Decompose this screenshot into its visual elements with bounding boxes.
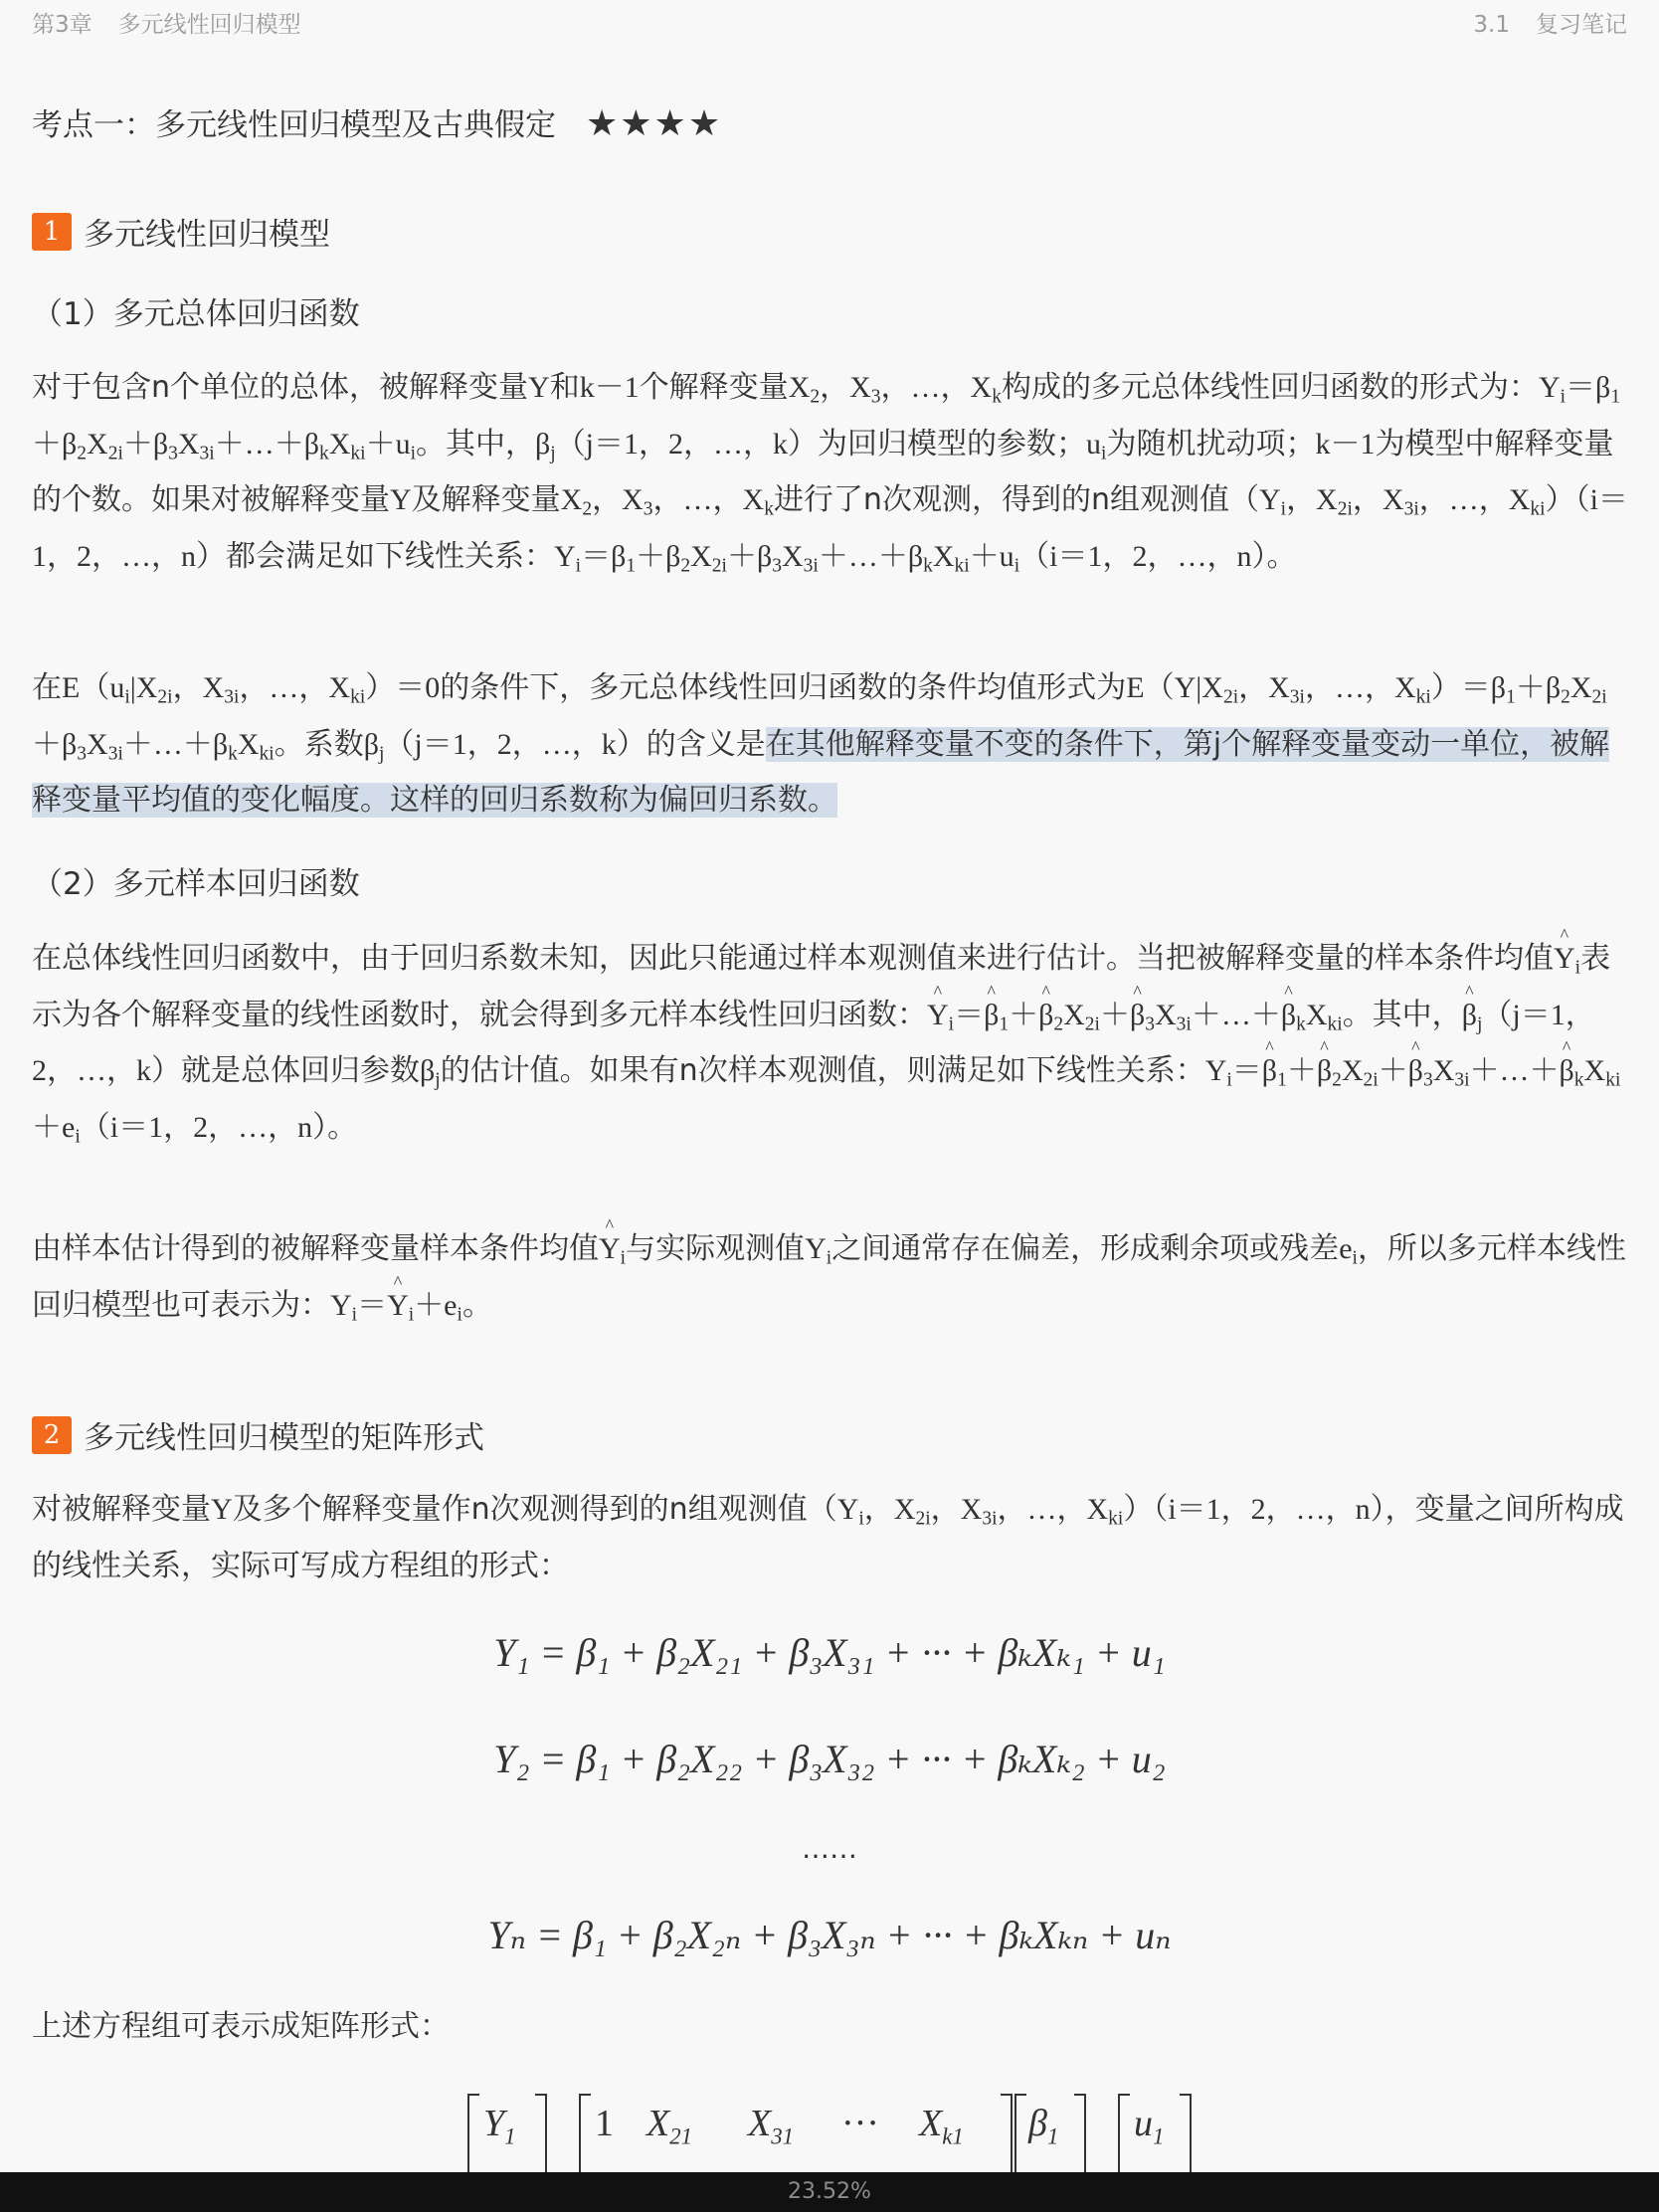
paragraph-sample-regression: 在总体线性回归函数中，由于回归系数未知，因此只能通过样本观测值来进行估计。当把被解释变量的样本条件均值^ $Y_i$表示为各个解释变量的线性函数时，就会得到多元样本线性回归函数：^ $Y_i=\^{}$ $\beta_1+\^{}$ $\beta_2X_{2i}+\^{}$ $\beta_3X_{3i}+\dots+\^{}$ $\beta_kX_{ki}$。其中，^ $\beta_j(j=1$，2，…，k）就是总体回归参数$\beta_j$的估计值。如果有n次样本观测值，则满足如下线性关系：$Y_i=\^{}$ $\beta_1+\^{}$ $\beta_2X_{2i}+\^{}$ $\beta_3X_{3i}+\dots+\^{}$ $\beta_kX_{ki}+e_i(i=1$，2，…，n）。 bbox=[32, 931, 1633, 1156]
section-heading-text: 多元线性回归模型的矩阵形式 bbox=[84, 1420, 484, 1456]
section-number-badge: 1 bbox=[32, 213, 72, 251]
reading-progress-bar bbox=[0, 2172, 1659, 2212]
equation-1: Y₁ = β₁ + β₂X₂₁ + β₃X₃₁ + ··· + βₖXₖ₁ + u₁ bbox=[493, 1630, 1166, 1675]
paragraph-matrix-form: 上述方程组可表示成矩阵形式： bbox=[32, 2009, 450, 2044]
section-number-badge: 2 bbox=[32, 1416, 72, 1454]
highlighted-text: 在其他解释变量不变的条件下，第j个解释变量变动一单位，被解释变量平均值的变化幅度。这样的回归系数称为偏回归系数。 bbox=[32, 726, 1610, 818]
paragraph-population-regression: 对于包含n个单位的总体，被解释变量Y和k－1个解释变量$X_2$，$X_3$，…，$X_k$构成的多元总体线性回归函数的形式为：$Y_i=\beta_1+\beta_2X_{2i}+\beta_3X_{3i}+\dots+\beta_kX_{ki}+u_i$。其中，$\beta_j(j=1$，2，…，k）为回归模型的参数；$u_i$为随机扰动项；k－1为模型中解释变量的个数。如果对被解释变量Y及解释变量$X_2$，$X_3$，…，$X_k$进行了n次观测，得到的n组观测值（$Y_i$，$X_{2i}$，$X_{3i}$，…，$X_{ki})(i=1$，2，…，n）都会满足如下线性关系：$Y_i=\beta_1+\beta_2X_{2i}+\beta_3X_{3i}+\dots+\beta_kX_{ki}+u_i(i=1$，2，…，n）。 bbox=[32, 370, 1628, 576]
section-number: 3.1 bbox=[1473, 12, 1510, 38]
document-page[interactable]: 第3章 多元线性回归模型 3.1 复习笔记 考点一：多元线性回归模型及古典假定 ★★★★ 1 多元线性回归模型 （1）多元总体回归函数 对于包含n个单位的总体，被解释变量Y和k－1个解释变量$X_2$，$X_3$，…，$X_k$构成的多元总体线性回归函数的形式为：$Y_i=\beta_1+\beta_2X_{2i}+\beta_3X_{3i}+\dots+\beta_kX_{ki}+u_i$。其中，$\beta_j(j=1$，2，…，k）为回归模型的参数；$u_i$为随机扰动项；k－1为模型中解释变量的个数。如果对被解释变量Y及解释变量$X_2$，$X_3$，…，$X_k$进行了n次观测，得到的n组观测值（$Y_i$，$X_{2i}$，$X_{3i}$，…，$X_{ki})(i=1$，2，…，n）都会满足如下线性关系：$Y_i=\beta_1+\beta_2X_{2i}+\beta_3X_{3i}+\dots+\beta_kX_{ki}+u_i(i=1$，2，…，n）。 在$E(u_i|X_{2i}$，$X_{3i}$，…，$X_{ki})=0$的条件下，多元总体线性回归函数的条件均值形式为$E(Y|X_{2i}$，$X_{3i}$，…，$X_{ki})=\beta_1+\beta_2X_{2i}+\beta_3X_{3i}+\dots+\beta_kX_{ki}$。系数$\beta_j(j=1$，2，…，k）的含义是在其他解释变量不变的条件下，第j个解释变量变动一单位，被解释变量平均值的变化幅度。这样的回归系数称为偏回归系数。 （2）多元样本回归函数 在总体线性回归函数中，由于回归系数未知，因此只能通过样本观测值来进行估计。当把被解释变量的样本条件均值^ $Y_i$表示为各个解释变量的线性函数时，就会得到多元样本线性回归函数：^ $Y_i=\^{}$ $\beta_1+\^{}$ $\beta_2X_{2i}+\^{}$ $\beta_3X_{3i}+\dots+\^{}$ $\beta_kX_{ki}$。其中，^ $\beta_j(j=1$，2，…，k）就是总体回归参数$\beta_j$的估计值。如果有n次样本观测值，则满足如下线性关系：$Y_i=\^{}$ $\beta_1+\^{}$ $\beta_2X_{2i}+\^{}$ $\beta_3X_{3i}+\dots+\^{}$ $\beta_kX_{ki}+e_i(i=1$，2，…，n）。 由样本估计得到的被解释变量样本条件均值^ $Y_i$与实际观测值$Y_i$之间通常存在偏差，形成剩余项或残差$e_i$，所以多元样本线性回归模型也可表示为：$Y_i=\^{}$ $Y_i+e_i$。 2 多元线性回归模型的矩阵形式 对被解释变量Y及多个解释变量作n次观测得到的n组观测值（$Y_i$，$X_{2i}$，$X_{3i}$，…，$X_{ki})(i=1$，2，…，n），变量之间所构成的线性关系，实际可写成方程组的形式： Y₁ = β₁ + β₂X₂₁ + β₃X₃₁ + ··· + βₖXₖ₁ + u₁ Y₂ = β₁ + β₂X₂₂ + β₃X₃₂ + ··· + βₖXₖ₂ + u₂ …… Yₙ = β₁ + β₂X₂ₙ + β₃X₃ₙ + ··· + βₖXₖₙ + uₙ 上述方程组可表示成矩阵形式： $Y_1$ 1 $X_{21}$ $X_{31}$ ··· $X_{k1}$ $\beta_1$ $u_1$ bbox=[0, 0, 1659, 2172]
rating-stars-icon: ★★★★ bbox=[586, 103, 723, 144]
equation-n: Yₙ = β₁ + β₂X₂ₙ + β₃X₃ₙ + ··· + βₖXₖₙ + uₙ bbox=[487, 1913, 1172, 1957]
kaodian-title bbox=[32, 99, 722, 144]
paragraph-matrix-intro: 对被解释变量Y及多个解释变量作n次观测得到的n组观测值（$Y_i$，$X_{2i}$，$X_{3i}$，…，$X_{ki})(i=1$，2，…，n），变量之间所构成的线性关系，实际可写成方程组的形式： bbox=[32, 1492, 1624, 1583]
reading-progress-label: 23.52% bbox=[788, 2179, 871, 2204]
kaodian-title-text: 考点一：多元线性回归模型及古典假定 bbox=[32, 107, 556, 143]
chapter-header bbox=[32, 6, 301, 39]
section-heading-text: 多元线性回归模型 bbox=[84, 217, 330, 253]
section-title: 复习笔记 bbox=[1536, 12, 1627, 38]
paragraph-residual: 由样本估计得到的被解释变量样本条件均值^ $Y_i$与实际观测值$Y_i$之间通常存在偏差，形成剩余项或残差$e_i$，所以多元样本线性回归模型也可表示为：$Y_i=\^{}$ $Y_i+e_i$。 bbox=[32, 1221, 1633, 1334]
chapter-title: 多元线性回归模型 bbox=[117, 12, 301, 38]
equation-ellipsis: …… bbox=[802, 1832, 857, 1865]
subsection-heading-1: （1）多元总体回归函数 bbox=[32, 296, 360, 332]
paragraph-conditional-mean: 在$E(u_i|X_{2i}$，$X_{3i}$，…，$X_{ki})=0$的条件下，多元总体线性回归函数的条件均值形式为$E(Y|X_{2i}$，$X_{3i}$，…，$X_{ki})=\beta_1+\beta_2X_{2i}+\beta_3X_{3i}+\dots+\beta_kX_{ki}$。系数$\beta_j(j=1$，2，…，k）的含义是在其他解释变量不变的条件下，第j个解释变量变动一单位，被解释变量平均值的变化幅度。这样的回归系数称为偏回归系数。 bbox=[32, 670, 1610, 818]
chapter-label: 第3章 bbox=[32, 12, 92, 38]
equation-2: Y₂ = β₁ + β₂X₂₂ + β₃X₃₂ + ··· + βₖXₖ₂ + u₂ bbox=[493, 1737, 1166, 1781]
section-header bbox=[1473, 6, 1627, 39]
subsection-heading-2: （2）多元样本回归函数 bbox=[32, 866, 360, 902]
section-heading-1 bbox=[32, 209, 330, 254]
section-heading-2 bbox=[32, 1412, 484, 1457]
